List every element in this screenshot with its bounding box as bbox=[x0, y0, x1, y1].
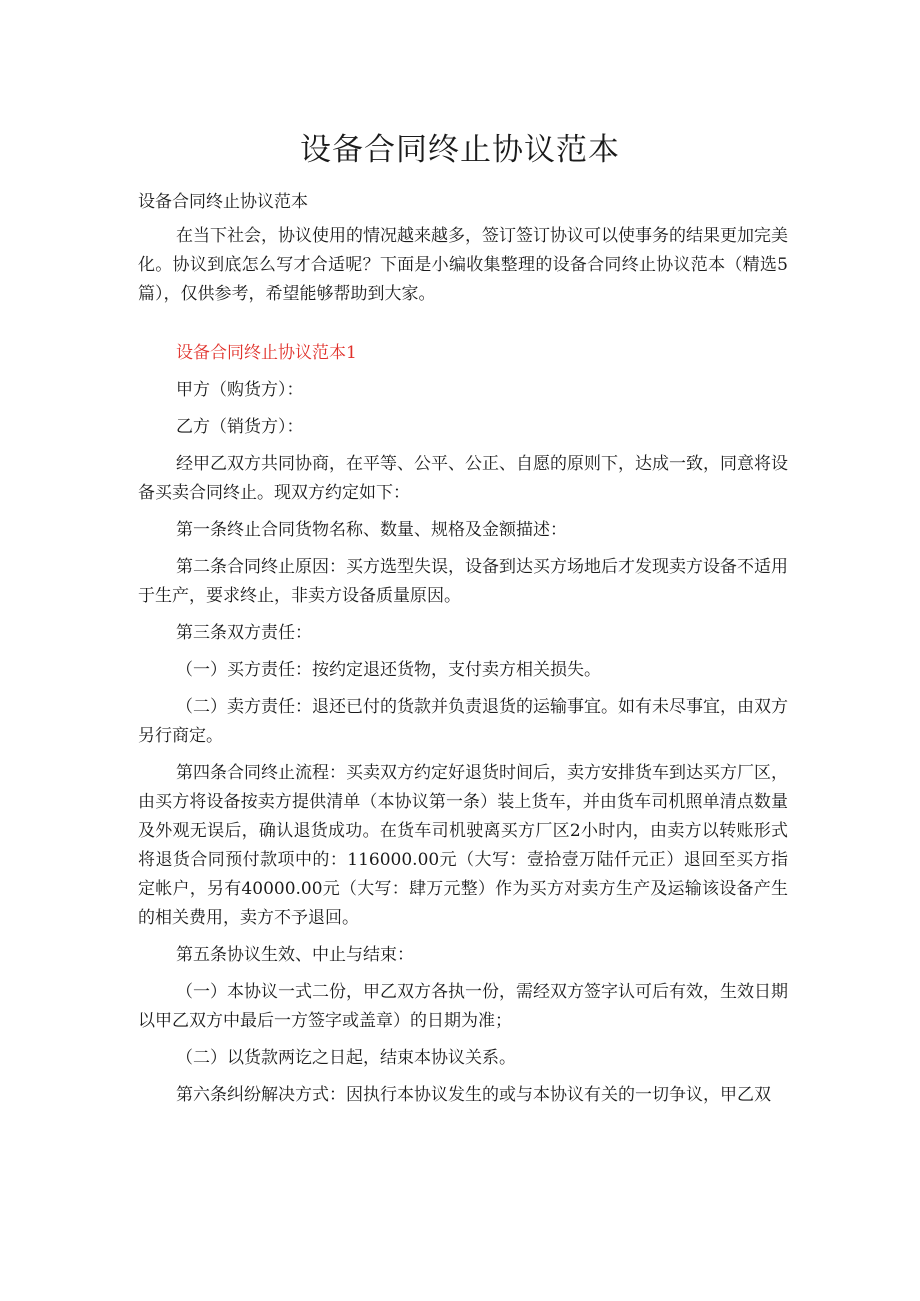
article-4: 第四条合同终止流程：买卖双方约定好退货时间后，卖方安排货车到达买方厂区，由买方将设备按卖方提供清单（本协议第一条）装上货车，并由货车司机照单清点数量及外观无误后，确认退货成功。在货车司机驶离买方厂区2小时内，由卖方以转账形式将退货合同预付款项中的：116000.00元（大写：壹拾壹万陆仟元正）退回至买方指定帐户，另有40000.00元（大写：肆万元整）作为买方对卖方生产及运输该设备产生的相关费用，卖方不予退回。 bbox=[138, 763, 788, 928]
party-a-line: 甲方（购货方）： bbox=[176, 380, 304, 400]
agreement-paragraph: 经甲乙双方共同协商，在平等、公平、公正、自愿的原则下，达成一致，同意将设备买卖合同终止。现双方约定如下： bbox=[138, 454, 788, 503]
document-subtitle: 设备合同终止协议范本 bbox=[138, 192, 308, 212]
article-5-item-2: （二）以货款两讫之日起，结束本协议关系。 bbox=[176, 1048, 516, 1068]
party-b-line: 乙方（销货方）： bbox=[176, 417, 304, 437]
intro-paragraph: 在当下社会，协议使用的情况越来越多，签订签订协议可以使事务的结果更加完美化。协议到底怎么写才合适呢？下面是小编收集整理的设备合同终止协议范本（精选5篇），仅供参考，希望能够帮助到大家。 bbox=[138, 226, 788, 304]
document-body bbox=[138, 188, 788, 1110]
article-3: 第三条双方责任： bbox=[176, 623, 312, 643]
article-6: 第六条纠纷解决方式：因执行本协议发生的或与本协议有关的一切争议，甲乙双 bbox=[176, 1085, 771, 1105]
article-3-item-1: （一）买方责任：按约定退还货物，支付卖方相关损失。 bbox=[176, 660, 601, 680]
section-heading: 设备合同终止协议范本1 bbox=[176, 343, 357, 363]
article-5: 第五条协议生效、中止与结束： bbox=[176, 945, 414, 965]
article-1: 第一条终止合同货物名称、数量、规格及金额描述： bbox=[176, 520, 567, 540]
document-title: 设备合同终止协议范本 bbox=[300, 132, 620, 168]
article-2: 第二条合同终止原因：买方选型失误，设备到达买方场地后才发现卖方设备不适用于生产，要求终止，非卖方设备质量原因。 bbox=[138, 557, 788, 606]
article-3-item-2: （二）卖方责任：退还已付的货款并负责退货的运输事宜。如有未尽事宜，由双方另行商定。 bbox=[138, 697, 788, 746]
article-5-item-1: （一）本协议一式二份，甲乙双方各执一份，需经双方签字认可后有效，生效日期以甲乙双方中最后一方签字或盖章）的日期为准； bbox=[138, 982, 788, 1031]
